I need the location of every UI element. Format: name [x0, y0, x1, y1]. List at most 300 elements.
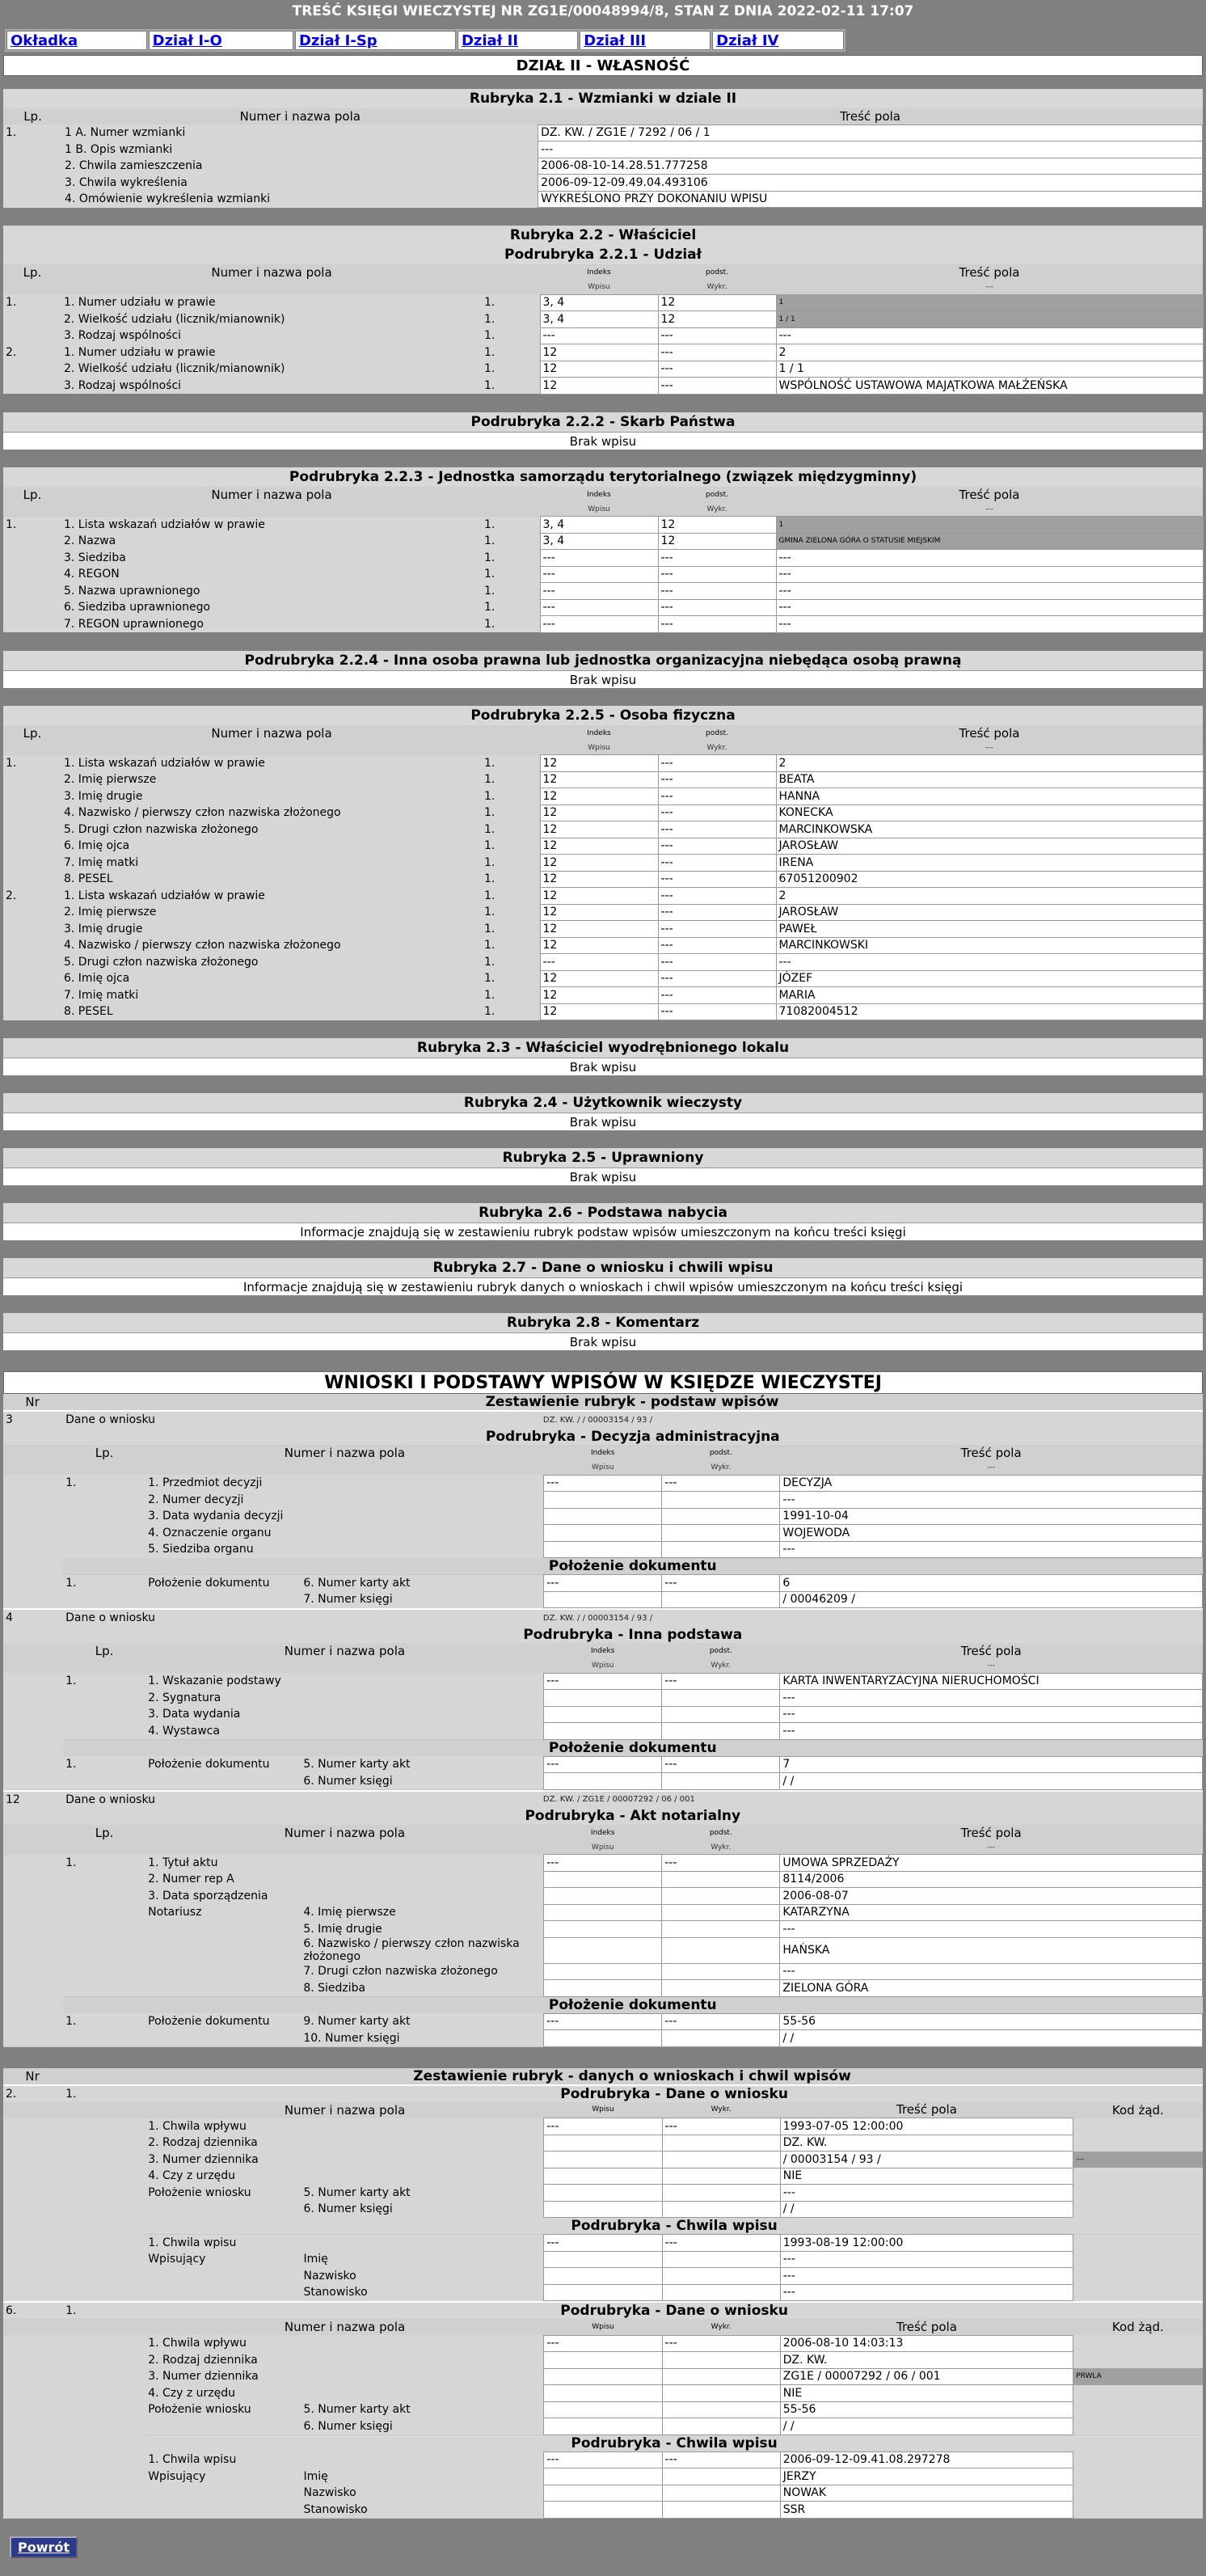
cell: ---: [544, 2451, 662, 2468]
nav-link-0[interactable]: Okładka: [11, 32, 78, 49]
cell: [482, 281, 540, 294]
nav-cell: [6, 31, 147, 50]
table-row: [3, 1591, 1203, 1608]
nr-header2: [3, 2068, 1203, 2084]
cell: ---: [662, 1855, 780, 1872]
cell: ---: [662, 1575, 780, 1592]
cell: WSPÓLNOŚĆ USTAWOWA MAJĄTKOWA MAŁŻEŃSKA: [776, 378, 1203, 395]
cell: ---: [658, 599, 776, 616]
cell: Położenie wniosku: [145, 2185, 301, 2202]
nav-cell: [580, 31, 711, 50]
cell: [1073, 2284, 1203, 2301]
cell: UMOWA SPRZEDAŻY: [780, 1855, 1203, 1872]
cell: [3, 1855, 63, 1872]
cell: [3, 1541, 63, 1558]
nav-link-5[interactable]: Dział IV: [716, 32, 779, 49]
cell: 12: [540, 378, 658, 395]
cell: ---: [780, 2284, 1073, 2301]
cell: [3, 2102, 63, 2118]
cell: 1. Tytuł aktu: [145, 1855, 543, 1872]
cell: [662, 1773, 780, 1790]
cell: 5. Drugi człon nazwiska złożonego: [61, 821, 482, 838]
cell: 1. Numer udziału w prawie: [61, 344, 482, 361]
cell: / /: [780, 2030, 1203, 2047]
cell: [145, 1980, 301, 1997]
cell: 10. Numer księgi: [301, 2030, 543, 2047]
section-title: Rubryka 2.6 - Podstawa nabycia: [3, 1203, 1203, 1223]
table-row: [3, 2502, 1203, 2519]
cell: [3, 1904, 63, 1921]
cell: [662, 1591, 780, 1608]
cell: [3, 158, 62, 175]
cell: [544, 1888, 662, 1905]
cell: [1073, 2135, 1203, 2152]
cell: podst.: [662, 1643, 780, 1659]
table-row: [3, 725, 1203, 741]
cell: podst.: [658, 264, 776, 281]
cell: [3, 2352, 63, 2369]
cell: ---: [658, 804, 776, 821]
cell: 67051200902: [776, 871, 1203, 888]
cell: 6. Numer księgi: [301, 2418, 543, 2435]
cell: 1. Lista wskazań udziałów w prawie: [61, 517, 482, 534]
cell: 12: [540, 970, 658, 987]
table-row: [3, 1003, 1203, 1020]
cell: 1993-07-05 12:00:00: [780, 2118, 1073, 2135]
podstawa-table: [3, 1808, 1203, 2047]
cell: [544, 1591, 662, 1608]
cell: [63, 2435, 145, 2451]
cell: [3, 175, 62, 192]
cell: [3, 1706, 63, 1723]
cell: 6. Nazwisko / pierwszy człon nazwiska złożonego: [301, 1937, 543, 1963]
cell: 3, 4: [540, 294, 658, 311]
cell: 3. Numer dziennika: [145, 2368, 544, 2385]
cell: 4. Imię pierwsze: [301, 1904, 543, 1921]
cell: [145, 2502, 301, 2519]
cell: [3, 1558, 63, 1575]
back-button[interactable]: Powrót: [10, 2536, 78, 2558]
cell: 5. Numer karty akt: [301, 2401, 543, 2418]
cell: ---: [780, 1706, 1203, 1723]
cell: MARIA: [776, 987, 1203, 1004]
table-row: [3, 2218, 1203, 2235]
cell: ---: [776, 583, 1203, 600]
cell: Nazwisko: [301, 2268, 543, 2285]
table-row: [3, 2335, 1203, 2352]
cell: [145, 1937, 301, 1963]
cell: [662, 2251, 780, 2268]
cell: 1.: [482, 871, 540, 888]
cell: 5. Drugi człon nazwiska złożonego: [61, 954, 482, 971]
table-row: [3, 1773, 1203, 1790]
table-row: [3, 108, 1203, 125]
cell: 2: [776, 755, 1203, 772]
cell: / /: [780, 2418, 1073, 2435]
cell: podst.: [658, 725, 776, 741]
table-row: [3, 888, 1203, 905]
section: [3, 226, 1203, 395]
table-row: [3, 2030, 1203, 2047]
table-row: [3, 1888, 1203, 1905]
cell: ---: [658, 788, 776, 805]
cell: 7: [780, 1756, 1203, 1773]
cell: 1.: [482, 361, 540, 378]
cell: 1 / 1: [776, 311, 1203, 328]
cell: Wykr.: [662, 1659, 780, 1673]
cell: 8. PESEL: [61, 871, 482, 888]
cell: DZ. KW. / / 00003154 / 93 /: [541, 1412, 1203, 1429]
section-title: Podrubryka 2.2.5 - Osoba fizyczna: [3, 706, 1203, 725]
cell: 2. Wielkość udziału (licznik/mianownik): [61, 311, 482, 328]
cell: ---: [780, 1690, 1203, 1707]
cell: ---: [662, 1756, 780, 1773]
cell: [3, 1690, 63, 1707]
cell: [63, 1980, 145, 1997]
cell: [63, 2201, 145, 2218]
cell: [1073, 2235, 1203, 2252]
section: [3, 1148, 1203, 1185]
cell: [63, 2235, 145, 2252]
cell: [544, 1706, 662, 1723]
cell: [544, 2502, 662, 2519]
cell: KATARZYNA: [780, 1904, 1203, 1921]
table-row: [3, 311, 1203, 328]
cell: 1 A. Numer wzmianki: [62, 125, 538, 141]
cell: 1.: [63, 2013, 145, 2030]
table-row: [3, 2068, 1203, 2084]
cell: [145, 1773, 301, 1790]
podstawa-head: [3, 1610, 1203, 1627]
cell: ---: [658, 327, 776, 344]
cell: [3, 2451, 63, 2468]
table-row: [3, 1673, 1203, 1690]
cell: HANNA: [776, 788, 1203, 805]
podstawa-entry: [3, 1790, 1203, 2047]
cell: ---: [658, 378, 776, 395]
cell: ---: [776, 281, 1203, 294]
cell: Numer i nazwa pola: [145, 2102, 544, 2118]
table-row: [3, 838, 1203, 855]
cell: 9. Numer karty akt: [301, 2013, 543, 2030]
cell: [482, 725, 540, 741]
table-row: [3, 361, 1203, 378]
cell: Podrubryka - Akt notarialny: [63, 1808, 1202, 1825]
wniosek-table: [3, 2084, 1203, 2302]
table-row: [3, 503, 1203, 517]
cell: ---: [780, 1963, 1203, 1980]
cell: [3, 378, 61, 395]
cell: [662, 1706, 780, 1723]
cell: [3, 1461, 63, 1475]
cell: Dane o wniosku: [63, 1610, 541, 1627]
cell: [662, 2135, 780, 2152]
cell: [61, 503, 482, 517]
cell: [3, 1492, 63, 1509]
cell: [3, 2401, 63, 2418]
cell: [3, 1003, 61, 1020]
table-row: [3, 804, 1203, 821]
cell: 2006-09-12-09.41.08.297278: [780, 2451, 1073, 2468]
cell: 6. Imię ojca: [61, 970, 482, 987]
nav-cell: [712, 31, 844, 50]
cell: [3, 821, 61, 838]
brak-wpisu: Brak wpisu: [3, 670, 1203, 688]
cell: NOWAK: [780, 2485, 1073, 2502]
cell: Wpisu: [544, 2319, 662, 2335]
cell: ---: [776, 550, 1203, 567]
cell: ---: [658, 937, 776, 954]
cell: 1.: [482, 954, 540, 971]
table-row: [3, 583, 1203, 600]
cell: 2.: [3, 888, 61, 905]
cell: 1.: [482, 616, 540, 633]
cell: [1073, 2352, 1203, 2369]
cell: 2. Imię pierwsze: [61, 771, 482, 788]
cell: 1.: [63, 1756, 145, 1773]
cell: ---: [662, 2335, 780, 2352]
cell: [1073, 2418, 1203, 2435]
cell: 2. Numer decyzji: [145, 1492, 543, 1509]
cell: 5. Numer karty akt: [301, 2185, 543, 2202]
cell: ---: [780, 1541, 1203, 1558]
cell: [3, 1739, 63, 1756]
cell: PRWLA: [1073, 2368, 1203, 2385]
cell: Wykr.: [658, 741, 776, 755]
cell: [63, 1904, 145, 1921]
cell: Dane o wniosku: [63, 1412, 541, 1429]
cell: ---: [776, 616, 1203, 633]
table-row: [3, 1508, 1203, 1525]
cell: 12: [658, 517, 776, 534]
cell: Imię: [301, 2251, 543, 2268]
cell: 5. Numer karty akt: [301, 1756, 543, 1773]
table-row: [3, 954, 1203, 971]
section-title: Rubryka 2.2 - Właściciel: [3, 226, 1203, 245]
cell: [3, 327, 61, 344]
cell: Wpisu: [544, 1461, 662, 1475]
cell: [3, 566, 61, 583]
cell: 7. Imię matki: [61, 855, 482, 872]
cell: [63, 2502, 145, 2519]
table-row: [3, 2368, 1203, 2385]
cell: Treść pola: [780, 1643, 1203, 1659]
cell: [3, 533, 61, 550]
cell: [3, 1841, 63, 1855]
cell: Położenie wniosku: [145, 2401, 301, 2418]
cell: 5. Imię drugie: [301, 1921, 543, 1938]
cell: [3, 921, 61, 938]
cell: ---: [544, 1475, 662, 1492]
cell: 3, 4: [540, 533, 658, 550]
cell: Podrubryka - Inna podstawa: [63, 1627, 1202, 1644]
cell: [3, 2201, 63, 2218]
cell: [3, 2468, 63, 2485]
wnioski-title: WNIOSKI I PODSTAWY WPISÓW W KSIĘDZE WIECZYSTEJ: [3, 1371, 1203, 1394]
cell: [63, 1773, 145, 1790]
cell: Wpisujący: [145, 2468, 301, 2485]
cell: [63, 2218, 145, 2235]
cell: [63, 2368, 145, 2385]
cell: [63, 2335, 145, 2352]
cell: 1.: [3, 755, 61, 772]
cell: [662, 1980, 780, 1997]
cell: 1 B. Opis wzmianki: [62, 141, 538, 158]
cell: [662, 2485, 780, 2502]
cell: [662, 2030, 780, 2047]
cell: Zestawienie rubryk - danych o wnioskach i chwil wpisów: [61, 2068, 1203, 2084]
cell: ---: [658, 583, 776, 600]
table-row: [3, 344, 1203, 361]
cell: [482, 741, 540, 755]
cell: [63, 1723, 145, 1740]
cell: [544, 2284, 662, 2301]
table-row: [3, 771, 1203, 788]
dzial-title: DZIAŁ II - WŁASNOŚĆ: [3, 55, 1203, 76]
cell: Treść pola: [780, 1445, 1203, 1461]
table-row: [3, 599, 1203, 616]
cell: [63, 2135, 145, 2152]
cell: [3, 550, 61, 567]
nav-link-3[interactable]: Dział II: [461, 32, 519, 49]
cell: 12: [540, 904, 658, 921]
cell: 4. Nazwisko / pierwszy człon nazwiska złożonego: [61, 804, 482, 821]
table-row: [3, 2168, 1203, 2185]
subsection-title: Podrubryka 2.2.1 - Udział: [3, 245, 1203, 264]
cell: 4. Czy z urzędu: [145, 2168, 544, 2185]
cell: Treść pola: [780, 2319, 1073, 2335]
cell: 12: [540, 921, 658, 938]
section: [3, 1258, 1203, 1295]
cell: [3, 599, 61, 616]
table-row: [3, 1525, 1203, 1542]
cell: [544, 1541, 662, 1558]
cell: [63, 1461, 145, 1475]
cell: ---: [662, 1475, 780, 1492]
cell: 2. Numer rep A: [145, 1871, 543, 1888]
nav-link-4[interactable]: Dział III: [584, 32, 647, 49]
cell: 3. Siedziba: [61, 550, 482, 567]
cell: 1.: [3, 294, 61, 311]
table-row: [3, 970, 1203, 987]
cell: 1. Lista wskazań udziałów w prawie: [61, 755, 482, 772]
cell: ---: [776, 503, 1203, 517]
table-row: [3, 1937, 1203, 1963]
cell: 6. Numer księgi: [301, 1773, 543, 1790]
table-row: [3, 921, 1203, 938]
cell: [63, 2385, 145, 2402]
cell: ---: [658, 888, 776, 905]
table-row: [3, 2418, 1203, 2435]
cell: Położenie dokumentu: [145, 2013, 301, 2030]
cell: 1.: [482, 533, 540, 550]
nav-link-1[interactable]: Dział I-O: [152, 32, 222, 49]
cell: 7. Numer księgi: [301, 1591, 543, 1608]
cell: Wykr.: [662, 2102, 780, 2118]
cell: 1. Wskazanie podstawy: [145, 1673, 543, 1690]
table-row: [3, 741, 1203, 755]
cell: 1.: [482, 517, 540, 534]
cell: 4. Oznaczenie organu: [145, 1525, 543, 1542]
cell: [63, 2284, 145, 2301]
cell: [3, 1773, 63, 1790]
table-row: [3, 1412, 1203, 1429]
nav-link-2[interactable]: Dział I-Sp: [298, 32, 377, 49]
cell: [544, 1508, 662, 1525]
cell: [3, 2335, 63, 2352]
cell: 71082004512: [776, 1003, 1203, 1020]
cell: [145, 1841, 543, 1855]
cell: MARCINKOWSKA: [776, 821, 1203, 838]
cell: [3, 1996, 63, 2013]
cell: [662, 2352, 780, 2369]
cell: [3, 788, 61, 805]
cell: 4. Czy z urzędu: [145, 2385, 544, 2402]
cell: [1073, 2468, 1203, 2485]
cell: [1073, 2201, 1203, 2218]
cell: 1. Lista wskazań udziałów w prawie: [61, 888, 482, 905]
cell: ---: [776, 599, 1203, 616]
table-row: [3, 2235, 1203, 2252]
cell: [3, 616, 61, 633]
brak-wpisu: Brak wpisu: [3, 1168, 1203, 1185]
cell: [63, 2418, 145, 2435]
cell: DZ. KW.: [780, 2135, 1073, 2152]
cell: [662, 2368, 780, 2385]
cell: ZIELONA GÓRA: [780, 1980, 1203, 1997]
cell: [145, 1921, 301, 1938]
cell: [3, 1723, 63, 1740]
cell: ---: [780, 1659, 1203, 1673]
cell: DECYZJA: [780, 1475, 1203, 1492]
cell: SSR: [780, 2502, 1073, 2519]
table-row: [3, 1921, 1203, 1938]
table-row: [3, 1575, 1203, 1592]
cell: ---: [662, 2118, 780, 2135]
table-row: [3, 2319, 1203, 2335]
cell: ---: [544, 1756, 662, 1773]
section: [3, 1313, 1203, 1350]
cell: Położenie dokumentu: [63, 1739, 1202, 1756]
cell: [63, 2268, 145, 2285]
podstawa-entry: [3, 1410, 1203, 1608]
cell: ---: [540, 583, 658, 600]
cell: 1.: [482, 855, 540, 872]
cell: [63, 1888, 145, 1905]
page-title: TREŚĆ KSIĘGI WIECZYSTEJ NR ZG1E/00048994/8, STAN Z DNIA 2022-02-11 17:07: [292, 3, 914, 19]
table-row: [3, 1558, 1203, 1575]
cell: 1.: [482, 987, 540, 1004]
cell: ---: [776, 954, 1203, 971]
cell: [3, 141, 62, 158]
cell: 3. Rodzaj wspólności: [61, 378, 482, 395]
section: [3, 89, 1203, 208]
cell: DZ. KW. / ZG1E / 7292 / 06 / 1: [538, 125, 1203, 141]
cell: 55-56: [780, 2401, 1073, 2418]
cell: 2006-08-10-14.28.51.777258: [538, 158, 1203, 175]
cell: ---: [658, 904, 776, 921]
cell: 3. Data sporządzenia: [145, 1888, 543, 1905]
table-row: [3, 1461, 1203, 1475]
table-row: [3, 533, 1203, 550]
cell: [3, 583, 61, 600]
cell: [61, 281, 482, 294]
cell: 1.: [63, 1575, 145, 1592]
cell: 12: [540, 838, 658, 855]
podstawa-table: [3, 1429, 1203, 1609]
cell: DZ. KW. / / 00003154 / 93 /: [541, 1610, 1203, 1627]
table-row: [3, 2102, 1203, 2118]
